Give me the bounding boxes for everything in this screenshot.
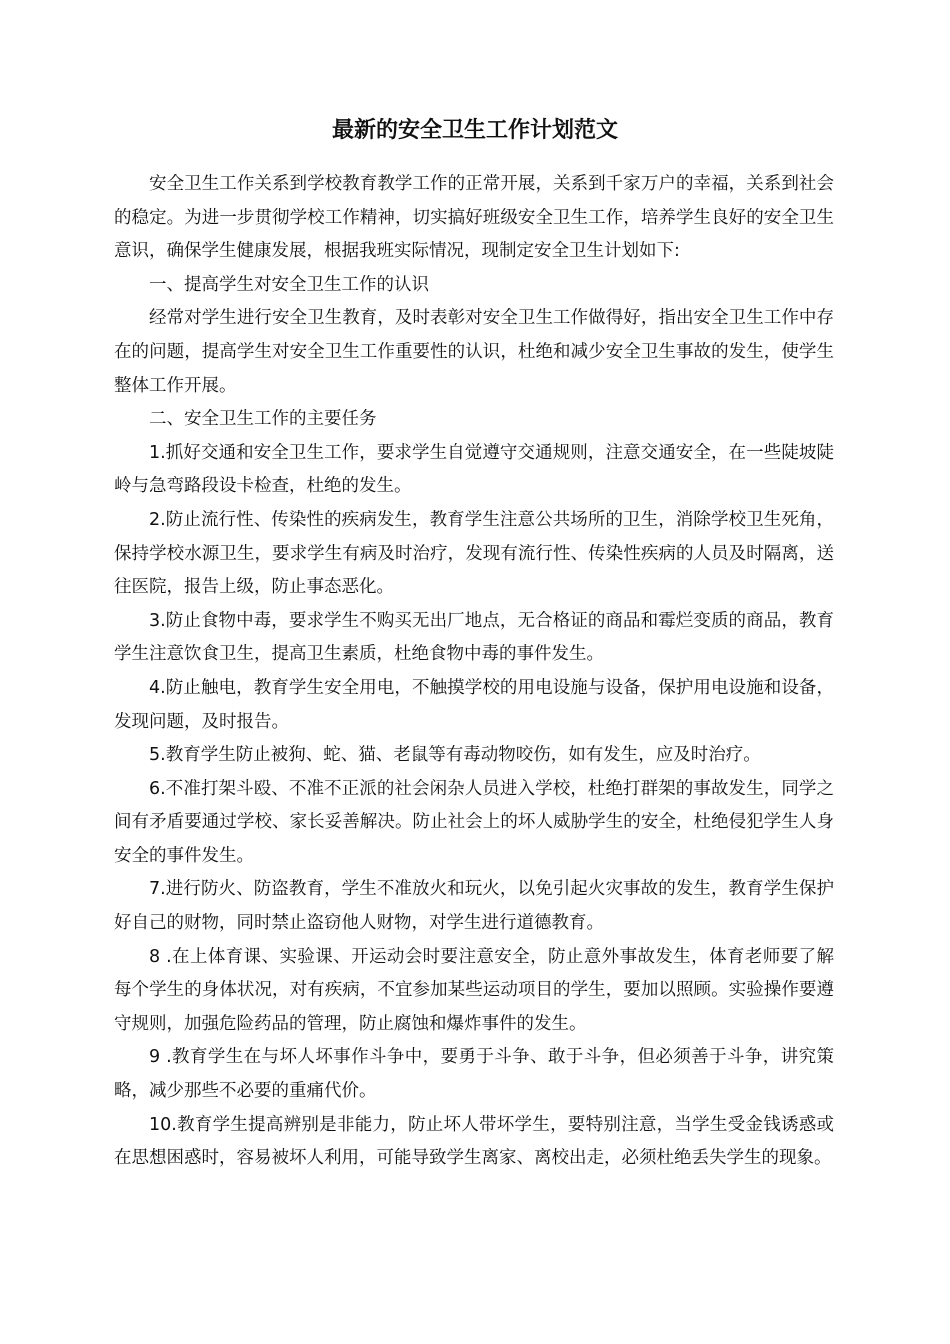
task-item-1: 1.抓好交通和安全卫生工作，要求学生自觉遵守交通规则，注意交通安全，在一些陡坡陡岭与急弯路段设卡检查，杜绝的发生。 [114,442,834,497]
task-item-7: 7.进行防火、防盗教育，学生不准放火和玩火，以免引起火灾事故的发生，教育学生保护好自己的财物，同时禁止盗窃他人财物，对学生进行道德教育。 [114,879,834,934]
task-item-2: 2.防止流行性、传染性的疾病发生，教育学生注意公共场所的卫生，消除学校卫生死角，保持学校水源卫生，要求学生有病及时治疗，发现有流行性、传染性疾病的人员及时隔离，送往医院，报告上级，防止事态恶化。 [114,509,834,598]
task-item-6: 6.不准打架斗殴、不准不正派的社会闲杂人员进入学校，杜绝打群架的事故发生，同学之间有矛盾要通过学校、家长妥善解决。防止社会上的坏人威胁学生的安全，杜绝侵犯学生人身安全的事件发生。 [114,778,834,866]
section-heading-1: 一、提高学生对安全卫生工作的认识 [149,274,429,295]
task-item-8: 8 .在上体育课、实验课、开运动会时要注意安全，防止意外事故发生，体育老师要了解每个学生的身体状况，对有疾病，不宜参加某些运动项目的学生，要加以照顾。实验操作要遵守规则，加强危险药品的管理，防止腐蚀和爆炸事件的发生。 [114,946,834,1034]
task-item-3: 3.防止食物中毒，要求学生不购买无出厂地点，无合格证的商品和霉烂变质的商品，教育学生注意饮食卫生，提高卫生素质，杜绝食物中毒的事件发生。 [114,610,834,665]
task-item-9: 9 .教育学生在与坏人坏事作斗争中，要勇于斗争、敢于斗争，但必须善于斗争，讲究策略，减少那些不必要的重痛代价。 [114,1047,834,1102]
section-1-paragraph: 经常对学生进行安全卫生教育，及时表彰对安全卫生工作做得好，指出安全卫生工作中存在的问题，提高学生对安全卫生工作重要性的认识，杜绝和减少安全卫生事故的发生，使学生整体工作开展。 [114,308,834,396]
section-heading-2: 二、安全卫生工作的主要任务 [149,409,377,430]
document-body [114,168,834,1176]
task-item-4: 4.防止触电，教育学生安全用电，不触摸学校的用电设施与设备，保护用电设施和设备，发现问题，及时报告。 [114,677,834,732]
task-item-5: 5.教育学生防止被狗、蛇、猫、老鼠等有毒动物咬伤，如有发生，应及时治疗。 [149,745,761,766]
document-title: 最新的安全卫生工作计划范文 [331,118,618,143]
intro-paragraph: 安全卫生工作关系到学校教育教学工作的正常开展，关系到千家万户的幸福，关系到社会的稳定。为进一步贯彻学校工作精神，切实搞好班级安全卫生工作，培养学生良好的安全卫生意识，确保学生健康发展，根据我班实际情况，现制定安全卫生计划如下: [114,174,834,262]
task-item-10: 10.教育学生提高辨别是非能力，防止坏人带坏学生，要特别注意，当学生受金钱诱惑或在思想困惑时，容易被坏人利用，可能导致学生离家、离校出走，必须杜绝丢失学生的现象。 [114,1114,834,1169]
